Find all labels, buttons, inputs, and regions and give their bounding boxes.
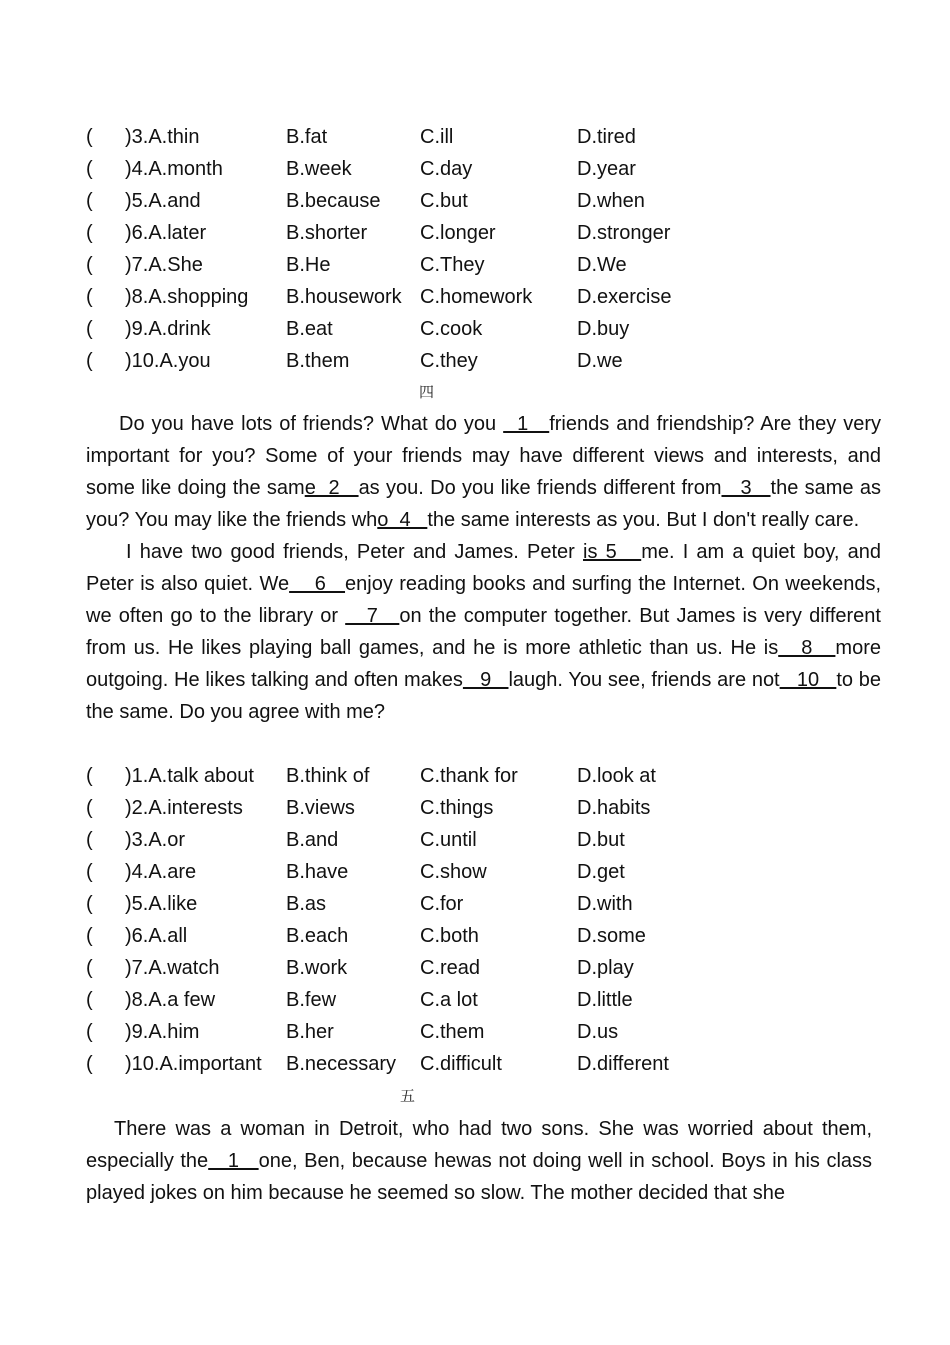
option-c: C.they — [420, 350, 478, 372]
blank-1: 1 — [208, 1150, 259, 1172]
option-b: B.necessary — [286, 1053, 397, 1075]
option-b: B.her — [286, 1021, 334, 1043]
option-d: D.but — [577, 829, 625, 851]
answer-paren: ( — [86, 765, 93, 787]
blank-8: 8 — [778, 637, 836, 659]
option-a: )6.A.all — [125, 925, 188, 947]
option-d: D.buy — [577, 318, 630, 340]
blank-7: 7 — [345, 605, 400, 627]
option-d: D.little — [577, 989, 633, 1011]
option-c: C.read — [420, 957, 481, 979]
answer-paren: ( — [86, 861, 93, 883]
option-d: D.different — [577, 1053, 669, 1075]
passage-5 — [86, 1113, 872, 1209]
option-d: D.us — [577, 1021, 619, 1043]
passage-text: more outgoing. He likes talking and often makes — [86, 637, 881, 691]
option-c: C.They — [420, 254, 485, 276]
option-c: C.both — [420, 925, 479, 947]
answer-paren: ( — [86, 350, 93, 372]
passage-text: enjoy reading books and surfing the Internet. On weekends, we often go to the library or — [86, 573, 881, 627]
option-d: D.We — [577, 254, 627, 276]
passage-text: on the computer together. But James is very different from us. He likes playing ball games, and he is more athletic than us. He is — [86, 605, 881, 659]
blank-9: 9 — [462, 669, 509, 691]
option-a: )3.A.thin — [125, 126, 200, 148]
passage-4-paragraph-2 — [86, 536, 881, 728]
blank-4: o 4 — [377, 509, 428, 531]
option-b: B.work — [286, 957, 348, 979]
passage-text: the same as you? You may like the friends wh — [86, 477, 882, 531]
answer-paren: ( — [86, 797, 93, 819]
option-a: )5.A.and — [125, 190, 201, 212]
passage-text: I have two good friends, Peter and James. Peter — [126, 541, 583, 563]
option-c: C.until — [420, 829, 477, 851]
option-b: B.because — [286, 190, 381, 212]
option-c: C.ill — [420, 126, 454, 148]
option-c: C.thank for — [420, 765, 518, 787]
option-b: B.housework — [286, 286, 402, 308]
option-a: )9.A.him — [125, 1021, 200, 1043]
option-a: )1.A.talk about — [125, 765, 254, 787]
blank-2: e 2 — [304, 477, 359, 499]
option-c: C.day — [420, 158, 473, 180]
option-b: B.fat — [286, 126, 328, 148]
option-a: )5.A.like — [125, 893, 198, 915]
option-d: D.habits — [577, 797, 651, 819]
option-a: )10.A.you — [125, 350, 211, 372]
option-c: C.show — [420, 861, 487, 883]
option-a: )8.A.shopping — [125, 286, 249, 308]
option-b: B.He — [286, 254, 331, 276]
passage-text: one, Ben, because hewas not doing well in school. Boys in his class played jokes on him because he seemed so slow. The mother decided that she — [86, 1150, 873, 1204]
option-d: D.year — [577, 158, 636, 180]
answer-paren: ( — [86, 254, 93, 276]
option-a: )3.A.or — [125, 829, 186, 851]
option-b: B.think of — [286, 765, 370, 787]
option-a: )2.A.interests — [125, 797, 243, 819]
option-c: C.for — [420, 893, 464, 915]
passage-text: friends and friendship? Are they very important for you? Some of your friends may have different views and interests, and some like doing the sam — [86, 413, 881, 499]
passage-text: to be the same. Do you agree with me? — [86, 669, 881, 723]
option-d: D.tired — [577, 126, 636, 148]
option-d: D.play — [577, 957, 634, 979]
option-c: C.things — [420, 797, 494, 819]
answer-paren: ( — [86, 286, 93, 308]
passage-text: as you. Do you like friends different from — [358, 477, 722, 499]
option-d: D.get — [577, 861, 625, 883]
option-c: C.cook — [420, 318, 483, 340]
passage-text: the same interests as you. But I don't really care. — [427, 509, 860, 531]
option-a: )8.A.a few — [125, 989, 216, 1011]
answer-paren: ( — [86, 126, 93, 148]
option-b: B.eat — [286, 318, 333, 340]
option-b: B.each — [286, 925, 349, 947]
passage-5-paragraph-1 — [86, 1113, 872, 1209]
blank-6: 6 — [289, 573, 346, 595]
option-d: D.we — [577, 350, 623, 372]
blank-5: is 5 — [583, 541, 642, 563]
option-b: B.week — [286, 158, 352, 180]
answer-paren: ( — [86, 989, 93, 1011]
option-c: C.difficult — [420, 1053, 502, 1075]
option-a: )10.A.important — [125, 1053, 262, 1075]
passage-4-paragraph-1 — [86, 408, 881, 536]
blank-3: 3 — [721, 477, 771, 499]
answer-paren: ( — [86, 829, 93, 851]
passage-text: laugh. You see, friends are not — [508, 669, 780, 691]
option-a: )7.A.She — [125, 254, 203, 276]
option-c: C.a lot — [420, 989, 478, 1011]
option-d: D.stronger — [577, 222, 671, 244]
answer-paren: ( — [86, 318, 93, 340]
option-b: B.have — [286, 861, 349, 883]
option-a: )4.A.month — [125, 158, 223, 180]
blank-1: 1 — [503, 413, 550, 435]
option-d: D.exercise — [577, 286, 672, 308]
option-b: B.them — [286, 350, 350, 372]
option-c: C.homework — [420, 286, 533, 308]
section-heading-5: 五 — [400, 1087, 416, 1105]
option-d: D.look at — [577, 765, 656, 787]
answer-paren: ( — [86, 925, 93, 947]
option-a: )4.A.are — [125, 861, 197, 883]
option-d: D.when — [577, 190, 645, 212]
option-b: B.shorter — [286, 222, 368, 244]
option-c: C.but — [420, 190, 468, 212]
passage-text: Do you have lots of friends? What do you — [119, 413, 504, 435]
option-b: B.and — [286, 829, 339, 851]
option-c: C.them — [420, 1021, 485, 1043]
section-heading-4: 四 — [419, 383, 435, 401]
answer-paren: ( — [86, 957, 93, 979]
answer-paren: ( — [86, 158, 93, 180]
answer-paren: ( — [86, 190, 93, 212]
blank-10: 10 — [779, 669, 837, 691]
option-a: )7.A.watch — [125, 957, 220, 979]
option-c: C.longer — [420, 222, 496, 244]
option-a: )9.A.drink — [125, 318, 211, 340]
answer-paren: ( — [86, 222, 93, 244]
option-a: )6.A.later — [125, 222, 207, 244]
answer-paren: ( — [86, 893, 93, 915]
option-d: D.some — [577, 925, 646, 947]
option-b: B.views — [286, 797, 355, 819]
passage-text: There was a woman in Detroit, who had two sons. She was worried about them, especially the — [86, 1118, 872, 1172]
passage-text: me. I am a quiet boy, and Peter is also quiet. We — [86, 541, 882, 595]
answer-paren: ( — [86, 1053, 93, 1075]
answer-paren: ( — [86, 1021, 93, 1043]
option-b: B.as — [286, 893, 327, 915]
option-d: D.with — [577, 893, 633, 915]
passage-4 — [86, 408, 881, 728]
option-b: B.few — [286, 989, 337, 1011]
